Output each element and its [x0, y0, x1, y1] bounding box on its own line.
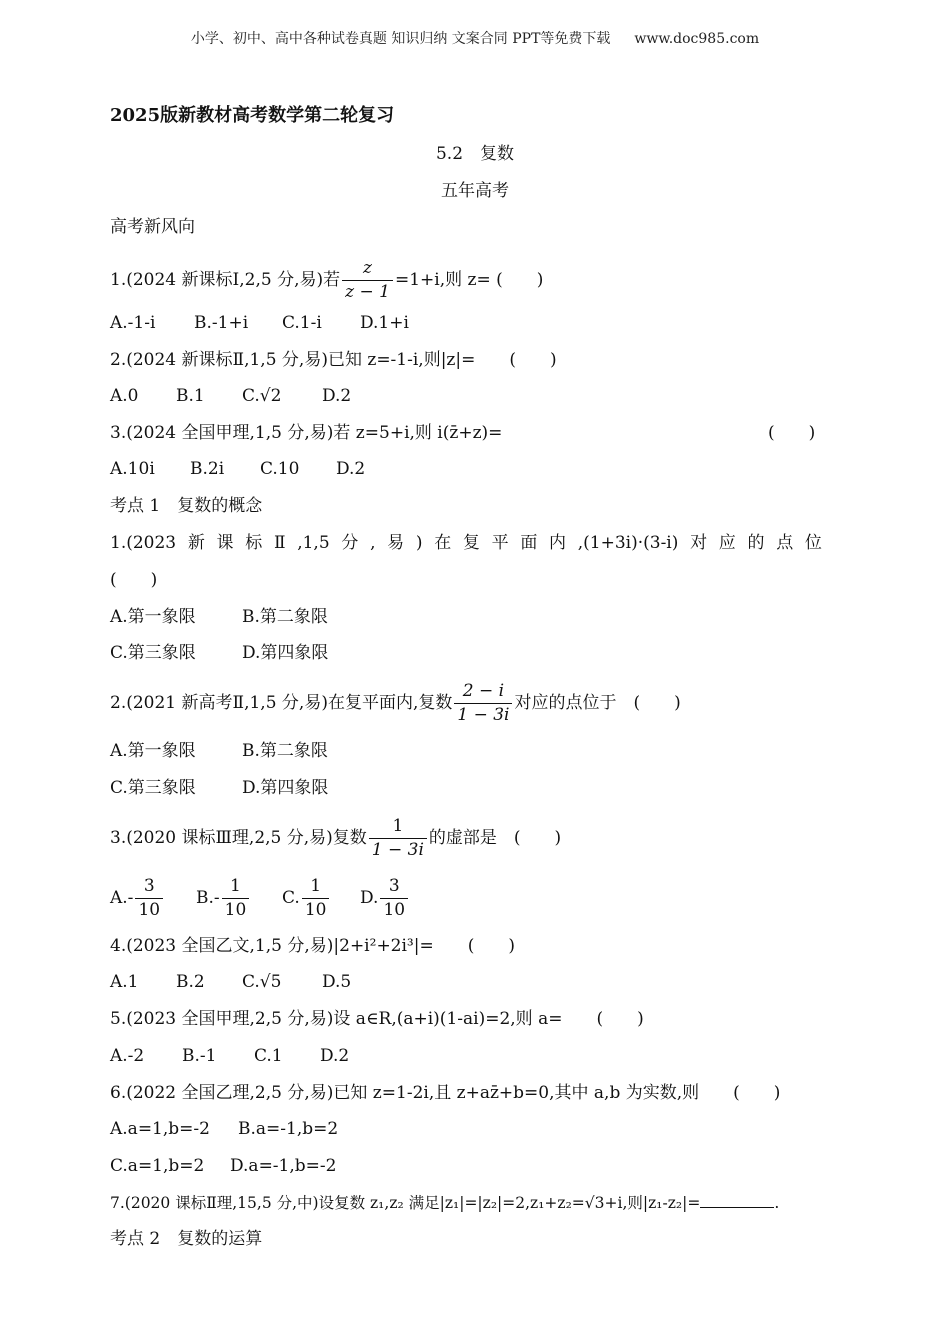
option-a[interactable]: A.a=1,b=-2 — [110, 1119, 210, 1139]
topic1-question-2: 2.(2021 新高考Ⅱ,1,5 分,易)在复平面内,复数 $\frac{2 - i}{1 - 3i}$ 对应的点位于 ( ) — [110, 681, 681, 725]
trend-question-1-options — [110, 312, 409, 334]
topic1-question-6-options-row2 — [110, 1155, 336, 1177]
option-a[interactable]: A.10i — [110, 459, 155, 479]
option-c[interactable]: C.1-i — [282, 313, 322, 333]
option-b[interactable]: B.1 — [176, 386, 205, 406]
trend-question-2-options — [110, 385, 351, 407]
topic1-question-7: 7.(2020 课标Ⅱ理,15,5 分,中)设复数 z₁,z₂ 满足|z₁|=|z₂|=2,z₁+z₂=√3+i,则|z₁-z₂|= . — [110, 1194, 780, 1212]
topic1-question-2-options-row2 — [110, 777, 328, 799]
answer-bracket: ( ) — [110, 570, 158, 590]
fraction: $\frac{z}{z - 1}$ — [342, 260, 393, 301]
option-a[interactable]: A.1 — [110, 972, 139, 992]
option-c[interactable]: C. $\frac{1}{10}$ — [282, 878, 360, 919]
option-c[interactable]: C.1 — [254, 1046, 283, 1066]
option-c[interactable]: C.√2 — [242, 386, 282, 406]
topic1-question-4-options — [110, 971, 351, 993]
topic1-question-1-options-row1 — [110, 606, 328, 628]
option-c[interactable]: C.a=1,b=2 — [110, 1156, 205, 1176]
document-title: 2025版新教材高考数学第二轮复习 — [110, 105, 395, 126]
option-b[interactable]: B.2 — [176, 972, 205, 992]
topic1-question-1: 1.(2023 新 课 标 Ⅱ ,1,5 分 , 易 ) 在 复 平 面 内 ,(1+3i)·(3-i) 对 应 的 点 位 — [110, 533, 822, 553]
option-c[interactable]: C.第三象限 — [110, 643, 196, 663]
new-trend-heading: 高考新风向 — [110, 217, 195, 237]
option-c[interactable]: C.√5 — [242, 972, 282, 992]
section-title: 5.2 复数 — [435, 144, 515, 164]
option-b[interactable]: B.- $\frac{1}{10}$ — [196, 878, 282, 919]
topic1-question-2-options-row1 — [110, 740, 328, 762]
trend-question-3: 3.(2024 全国甲理,1,5 分,易)若 z=5+i,则 i(z̄+z)= — [110, 423, 503, 443]
option-d[interactable]: D.2 — [322, 386, 352, 406]
option-a[interactable]: A.0 — [110, 386, 139, 406]
header-url[interactable]: www.doc985.com — [634, 31, 760, 47]
option-b[interactable]: B.2i — [190, 459, 225, 479]
option-b[interactable]: B.-1 — [182, 1046, 217, 1066]
option-a[interactable]: A.第一象限 — [110, 607, 196, 627]
trend-question-3-options — [110, 458, 365, 480]
option-d[interactable]: D.第四象限 — [242, 778, 329, 798]
option-d[interactable]: D.第四象限 — [242, 643, 329, 663]
option-d[interactable]: D.2 — [320, 1046, 350, 1066]
answer-blank[interactable] — [700, 1192, 774, 1208]
option-b[interactable]: B.第二象限 — [242, 741, 328, 761]
topic1-question-4: 4.(2023 全国乙文,1,5 分,易)|2+i²+2i³|= ( ) — [110, 936, 515, 956]
topic1-question-3: 3.(2020 课标Ⅲ理,2,5 分,易)复数 $\frac{1}{1 - 3i}$ 的虚部是 ( ) — [110, 816, 562, 860]
option-a[interactable]: A.-2 — [110, 1046, 145, 1066]
option-b[interactable]: B.a=-1,b=2 — [238, 1119, 339, 1139]
topic1-heading: 考点 1 复数的概念 — [110, 496, 263, 516]
topic1-question-3-options — [110, 878, 410, 919]
option-a[interactable]: A.-1-i — [110, 313, 156, 333]
header-links: 小学、初中、高中各种试卷真题 知识归纳 文案合同 PPT等免费下载 — [190, 31, 611, 47]
trend-question-2: 2.(2024 新课标Ⅱ,1,5 分,易)已知 z=-1-i,则|z|= ( ) — [110, 350, 557, 370]
trend-question-1: 1.(2024 新课标Ⅰ,2,5 分,易)若 $\frac{z}{z - 1}$ =1+i,则 z= ( ) — [110, 258, 544, 302]
option-d[interactable]: D. $\frac{3}{10}$ — [360, 878, 410, 919]
option-d[interactable]: D.5 — [322, 972, 352, 992]
fraction: $\frac{2 - i}{1 - 3i}$ — [454, 683, 512, 724]
option-b[interactable]: B.第二象限 — [242, 607, 328, 627]
topic1-question-6: 6.(2022 全国乙理,2,5 分,易)已知 z=1-2i,且 z+az̄+b=0,其中 a,b 为实数,则 ( ) — [110, 1083, 781, 1103]
topic1-question-5: 5.(2023 全国甲理,2,5 分,易)设 a∈R,(a+i)(1-ai)=2,则 a= ( ) — [110, 1009, 644, 1029]
option-c[interactable]: C.10 — [260, 459, 300, 479]
topic1-question-6-options-row1 — [110, 1118, 338, 1140]
fraction: $\frac{1}{1 - 3i}$ — [369, 818, 427, 859]
option-b[interactable]: B.-1+i — [194, 313, 249, 333]
option-d[interactable]: D.2 — [336, 459, 366, 479]
option-c[interactable]: C.第三象限 — [110, 778, 196, 798]
topic2-heading: 考点 2 复数的运算 — [110, 1229, 263, 1249]
answer-bracket: ( ) — [768, 423, 816, 443]
topic1-question-1-options-row2 — [110, 642, 328, 664]
page-header — [0, 28, 950, 48]
option-d[interactable]: D.1+i — [360, 313, 409, 333]
option-a[interactable]: A.- $\frac{3}{10}$ — [110, 878, 196, 919]
option-a[interactable]: A.第一象限 — [110, 741, 196, 761]
topic1-question-5-options — [110, 1045, 349, 1067]
subtitle: 五年高考 — [441, 181, 509, 201]
option-d[interactable]: D.a=-1,b=-2 — [230, 1156, 337, 1176]
